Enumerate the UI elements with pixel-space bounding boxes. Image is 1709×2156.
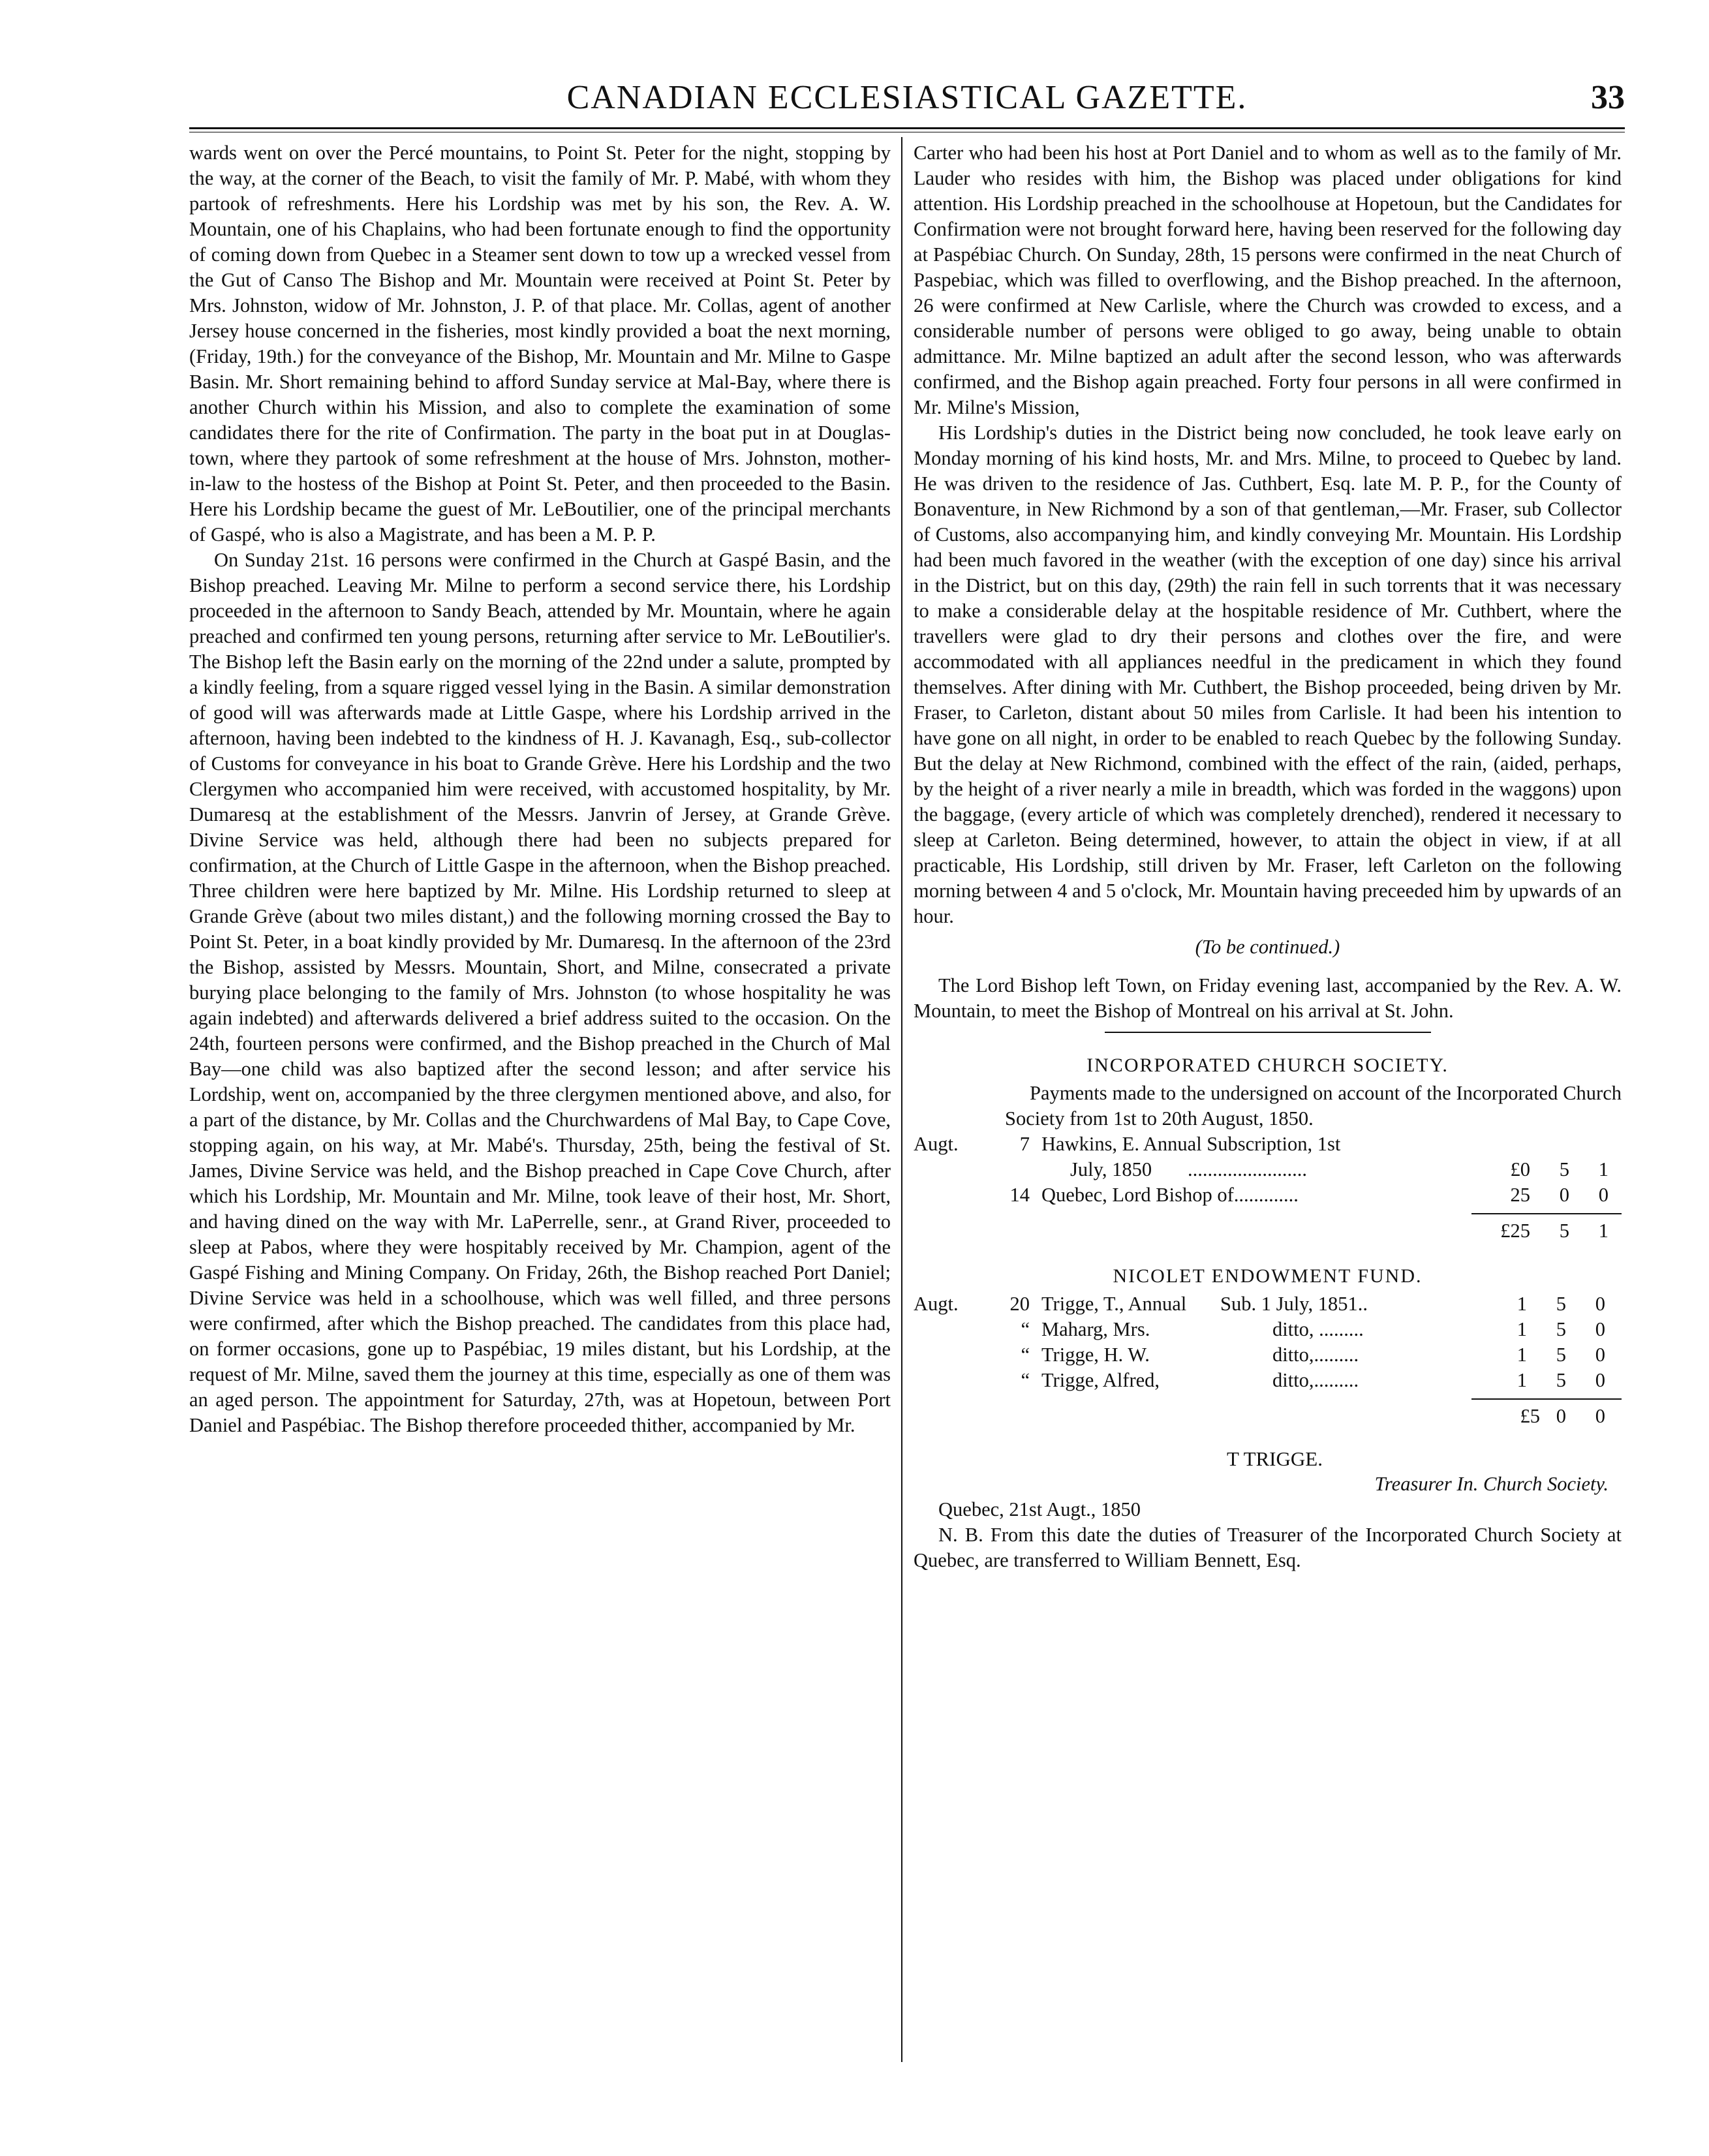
entry-shillings: 0: [1559, 1184, 1569, 1206]
total-rule-row: [914, 1393, 1622, 1404]
running-head: [189, 75, 1625, 127]
entry-name: Trigge, Alfred,: [1041, 1369, 1160, 1391]
entry-pence: 0: [1595, 1318, 1605, 1340]
ledger-row: [914, 1368, 1622, 1393]
left-paragraph-1: wards went on over the Percé mountains, to Point St. Peter for the night, stopping by the way, at the corner of the Beach, to visit the family of Mr. P. Mabé, with whom they partook of refreshments. Here his Lordship was met by his son, the Rev. A. W. Mountain, one of his Chaplains, who had been fortunate enough to find the opportunity of coming down from Quebec in a Steamer sent down to tow up a wrecked vessel from the Gut of Canso The Bishop and Mr. Mountain were received at Point St. Peter by Mrs. Johnston, widow of Mr. Johnston, J. P. of that place. Mr. Collas, agent of another Jersey house concerned in the fisheries, most kindly provided a boat the next morning, (Friday, 19th.) for the conveyance of the Bishop, Mr. Mountain and Mr. Milne to Gaspe Basin. Mr. Short remaining behind to afford Sunday service at Mal-Bay, where there is another Church within his Mission, and also to complete the examination of some candidates there for the rite of Confirmation. The party in the boat put in at Douglas-town, where they partook of some refreshment at the house of Mrs. Johnston, mother-in-law to the hostess of the Bishop at Point St. Peter, and then proceeded to the Basin. Here his Lordship became the guest of Mr. LeBoutilier, one of the principal merchants of Gaspé, who is also a Magistrate, and has been a M. P. P.: [189, 142, 891, 546]
entry-ditto: Sub. 1 July, 1851..: [1220, 1293, 1368, 1315]
total-pounds: £25: [1500, 1220, 1530, 1242]
total-shillings: 0: [1556, 1405, 1566, 1427]
ledger-row: [914, 1291, 1622, 1317]
total-rule: [1471, 1213, 1622, 1214]
incorporated-society-ledger: [914, 1132, 1622, 1244]
running-title: CANADIAN ECCLESIASTICAL GAZETTE.: [566, 79, 1248, 116]
leader-dots: ........................: [1188, 1158, 1307, 1180]
entry-pence: 0: [1595, 1293, 1605, 1315]
entry-pounds: 25: [1510, 1184, 1530, 1206]
bishop-notice: The Lord Bishop left Town, on Friday evening last, accompanied by the Rev. A. W. Mountain, to meet the Bishop of Montreal on his arrival at St. John.: [914, 974, 1622, 1022]
entry-description: Hawkins, E. Annual Subscription, 1st: [1041, 1133, 1341, 1155]
right-paragraph-1: Carter who had been his host at Port Daniel and to whom as well as to the family of Mr. Lauder who resides with him, the Bishop was placed under obligations for kind attention. His Lordship preached in the schoolhouse at Hopetoun, but the Candidates for Confirmation were not brought forward here, having been reserved for the following day at Paspébiac Church. On Sunday, 28th, 15 persons were confirmed in the neat Church of Paspebiac, which was filled to overflowing, and the Bishop preached. In the afternoon, 26 were confirmed at New Carlisle, where the Church was crowded to excess, and a considerable number of persons were obliged to go away, being unable to obtain admittance. Mr. Milne baptized an adult after the second lesson, who was afterwards confirmed, and the Bishop again preached. Forty four persons in all were confirmed in Mr. Milne's Mission,: [914, 142, 1622, 418]
entry-pence: 0: [1598, 1184, 1609, 1206]
entry-shillings: 5: [1559, 1158, 1569, 1180]
entry-pence: 0: [1595, 1369, 1605, 1391]
entry-name: Maharg, Mrs.: [1041, 1318, 1150, 1340]
ledger-row: [914, 1182, 1622, 1208]
entry-day: 14: [1009, 1184, 1030, 1206]
entry-description: Quebec, Lord Bishop of.............: [1041, 1184, 1299, 1206]
total-shillings: 5: [1559, 1220, 1569, 1242]
entry-pounds: 1: [1517, 1293, 1527, 1315]
entry-shillings: 5: [1556, 1369, 1566, 1391]
entry-pounds: 1: [1517, 1369, 1527, 1391]
entry-ditto: ditto,.........: [1272, 1369, 1359, 1391]
left-column: [189, 140, 891, 2118]
total-pounds: £5: [1520, 1405, 1540, 1427]
total-pence: 1: [1598, 1220, 1609, 1242]
entry-pounds: 1: [1517, 1344, 1527, 1366]
header-rule: [189, 127, 1625, 132]
ledger-total-row: [914, 1218, 1622, 1244]
entry-day: 20: [1009, 1293, 1030, 1315]
dateline: Quebec, 21st Augt., 1850: [938, 1498, 1141, 1520]
column-divider: [901, 137, 902, 2062]
nota-bene: N. B. From this date the duties of Treasurer of the Incorporated Church Society at Quebec, are transferred to William Bennett, Esq.: [914, 1524, 1622, 1571]
entry-pence: 0: [1595, 1344, 1605, 1366]
page-number: 33: [1591, 79, 1625, 116]
left-paragraph-2: On Sunday 21st. 16 persons were confirmed in the Church at Gaspé Basin, and the Bishop preached. Leaving Mr. Milne to perform a second service there, his Lordship proceeded in the afternoon to Sandy Beach, attended by Mr. Mountain, where he again preached and confirmed ten young persons, returning after service to Mr. LeBoutilier's. The Bishop left the Basin early on the morning of the 22nd under a salute, prompted by a kindly feeling, from a square rigged vessel lying in the Basin. A similar demonstration of good will was afterwards made at Little Gaspe, where his Lordship arrived in the afternoon, having been indebted to the kindness of H. J. Kavanagh, Esq., sub-collector of Customs for conveyance in his boat to Grande Grève. Here his Lordship and the two Clergymen who accompanied him were received, with accustomed hospitality, by Mr. Dumaresq at the establishment of the Messrs. Janvrin of Jersey, at Grande Grève. Divine Service was held, although there had been no subjects prepared for confirmation, at the Church of Little Gaspe in the afternoon, when the Bishop preached. Three children were here baptized by Mr. Milne. His Lordship returned to sleep at Grande Grève (about two miles distant,) and the following morning crossed the Bay to Point St. Peter, in a boat kindly provided by Mr. Dumaresq. In the afternoon of the 23rd the Bishop, assisted by Messrs. Mountain, Short, and Milne, consecrated a private burying place belonging to the family of Mrs. Johnston (to whose hospitality he was again indebted) and afterwards delivered a brief address suited to the occasion. On the 24th, fourteen persons were confirmed, and the Bishop preached in the Church of Mal Bay—one child was also baptized after the second lesson; and after service his Lordship, went on, accompanied by the three clergymen mentioned above, and also, for a part of the distance, by Mr. Collas and the Churchwardens of Mal Bay, to Cape Cove, stopping again, on his way, at Mr. Mabé's. Thursday, 25th, being the festival of St. James, Divine Service was held, and the Bishop preached in Cape Cove Church, after which his Lordship, Mr. Mountain and Mr. Milne, took leave of their host, Mr. Short, and having dined on the way with Mr. LaPerrelle, senr., at Grand River, proceeded to sleep at Pabos, where they were hospitably received by Mr. Champion, agent of the Gaspé Fishing and Mining Company. On Friday, 26th, the Bishop reached Port Daniel; Divine Service was held in a schoolhouse, which was well filled, and three persons were confirmed, after which the Bishop preached. The candidates from this place had, on former occasions, gone up to Paspébiac, 19 miles distant, but his Lordship, at the request of Mr. Milne, saved them the journey at this time, especially as one of them was an aged person. The appointment for Saturday, 27th, was at Hopetoun, between Port Daniel and Paspébiac. The Bishop therefore proceeded thither, accompanied by Mr.: [189, 549, 891, 1436]
ledger-row: [914, 1157, 1622, 1182]
incorporated-society-heading: INCORPORATED CHURCH SOCIETY.: [1086, 1055, 1449, 1076]
entry-day: 7: [1019, 1133, 1030, 1155]
ledger-total-row: [914, 1404, 1622, 1429]
entry-ditto-mark: “: [1021, 1344, 1030, 1366]
total-pence: 0: [1595, 1405, 1605, 1427]
nicolet-fund-ledger: [914, 1291, 1622, 1429]
entry-shillings: 5: [1556, 1293, 1566, 1315]
entry-ditto: ditto, .........: [1272, 1318, 1364, 1340]
incorporated-society-intro: Payments made to the undersigned on account of the Incorporated Church Society from 1st to 20th August, 1850.: [1005, 1082, 1622, 1130]
entry-ditto-mark: “: [1021, 1369, 1030, 1391]
treasurer-signature: T TRIGGE.: [1227, 1447, 1323, 1470]
entry-pounds: £0: [1510, 1158, 1530, 1180]
entry-pence: 1: [1598, 1158, 1609, 1180]
entry-pounds: 1: [1517, 1318, 1527, 1340]
total-rule: [1471, 1398, 1622, 1400]
entry-shillings: 5: [1556, 1344, 1566, 1366]
entry-description-cont: July, 1850: [1070, 1158, 1152, 1180]
treasurer-title: Treasurer In. Church Society.: [1374, 1473, 1609, 1495]
right-paragraph-2: His Lordship's duties in the District being now concluded, he took leave early on Monday morning of his kind hosts, Mr. and Mrs. Milne, to proceed to Quebec by land. He was driven to the residence of Jas. Cuthbert, Esq. late M. P. P., for the County of Bonaventure, in New Richmond by a son of that gentleman,—Mr. Fraser, sub Collector of Customs, also accompanying him, and kindly conveying Mr. Mountain. His Lordship had been much favored in the weather (with the exception of one day) since his arrival in the District, but on this day, (29th) the rain fell in such torrents that it was necessary to make a considerable delay at the hospitable residence of Mr. Cuthbert, where the travellers were glad to dry their persons and clothes over the fire, and were accommodated with all appliances needful in the predicament in which they found themselves. After dining with Mr. Cuthbert, the Bishop proceeded, being driven by Mr. Fraser, to Carleton, distant about 50 miles from Carlisle. It had been his intention to have gone on all night, in order to be enabled to reach Quebec by the following Sunday. But the delay at New Richmond, combined with the effect of the rain, (aided, perhaps, by the height of a river nearly a mile in breadth, which was forded in the waggons) upon the baggage, (every article of which was completely drenched), rendered it necessary to sleep at Carleton. Being determined, however, to attain the object in view, if at all practicable, His Lordship, still driven by Mr. Fraser, left Carleton on the following morning between 4 and 5 o'clock, Mr. Mountain having preceeded him by upwards of an hour.: [914, 422, 1622, 927]
entry-ditto: ditto,.........: [1272, 1344, 1359, 1366]
total-rule-row: [914, 1208, 1622, 1218]
entry-ditto-mark: “: [1021, 1318, 1030, 1340]
entry-month: Augt.: [914, 1133, 959, 1155]
entry-shillings: 5: [1556, 1318, 1566, 1340]
entry-month: Augt.: [914, 1293, 959, 1315]
ledger-row: [914, 1132, 1622, 1157]
continued-note: (To be continued.): [1195, 936, 1340, 958]
nicolet-fund-heading: NICOLET ENDOWMENT FUND.: [1113, 1265, 1423, 1287]
ledger-row: [914, 1342, 1622, 1368]
right-column: [914, 140, 1622, 2118]
section-rule: [1105, 1032, 1431, 1033]
ledger-row: [914, 1317, 1622, 1342]
entry-name: Trigge, H. W.: [1041, 1344, 1150, 1366]
entry-name: Trigge, T., Annual: [1041, 1293, 1187, 1315]
